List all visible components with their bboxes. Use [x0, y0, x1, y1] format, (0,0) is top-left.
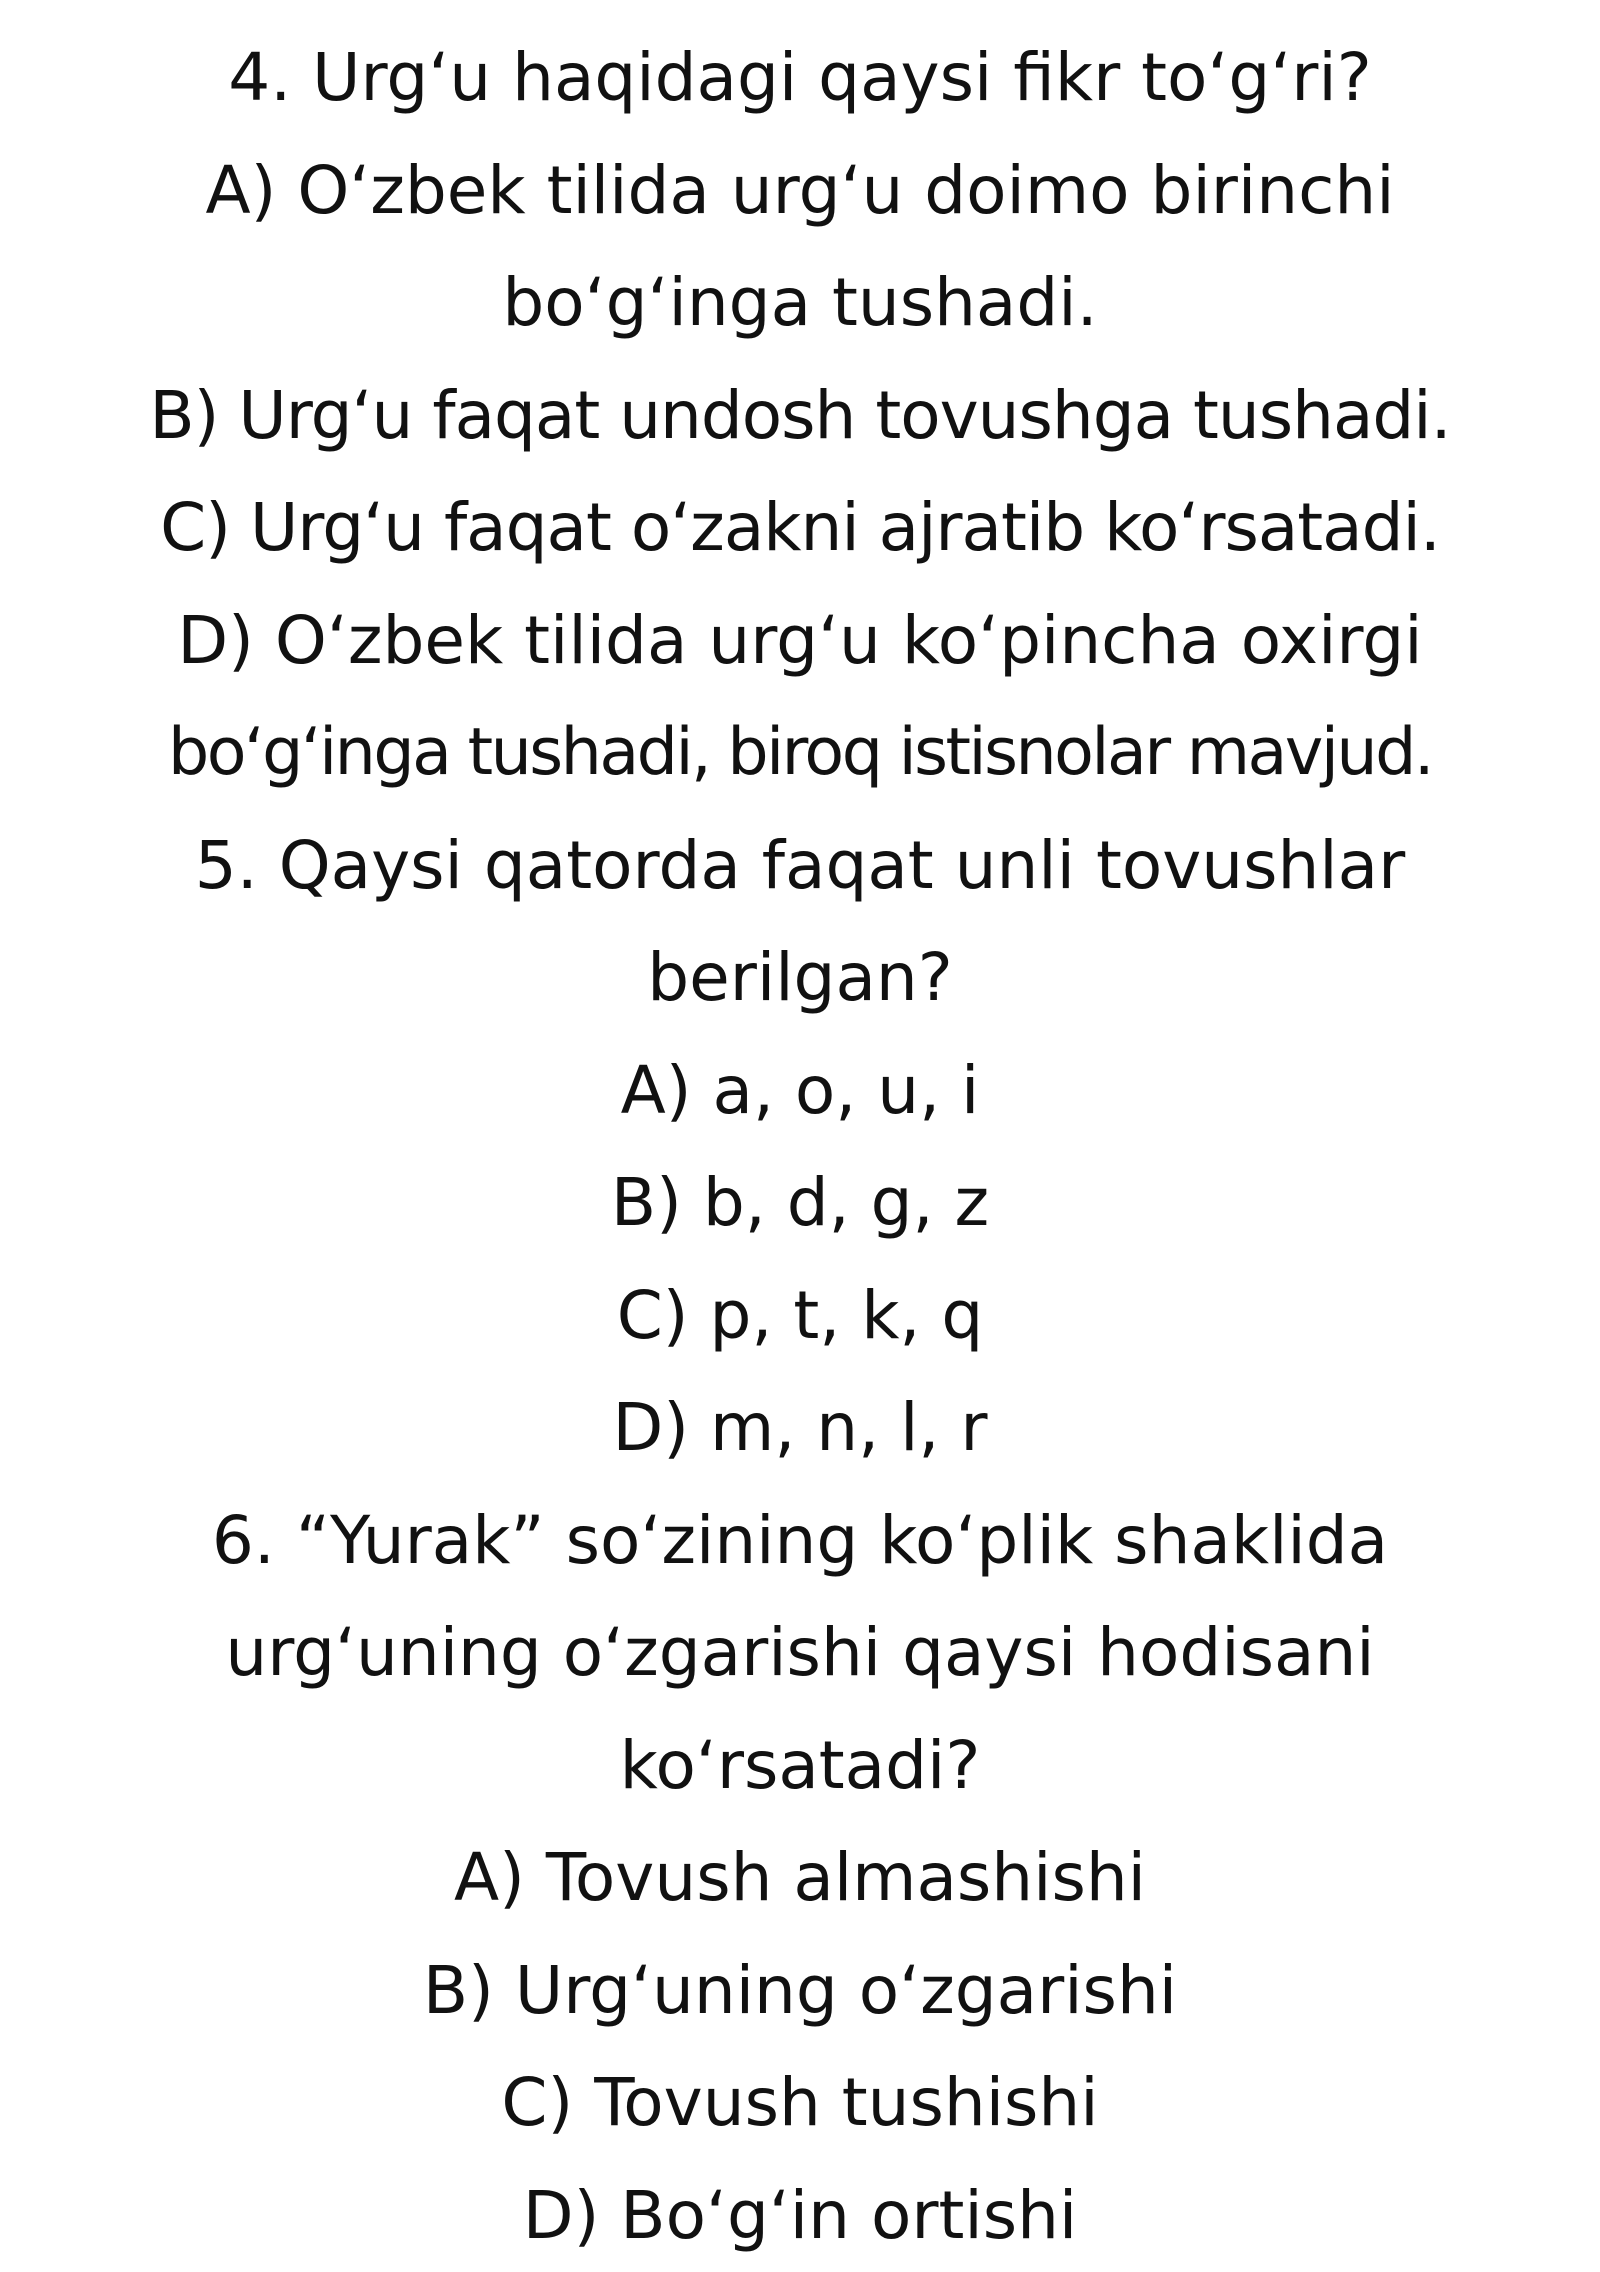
question-4-option-b: B) Urg‘u faqat undosh tovushga tushadi. — [0, 360, 1600, 473]
question-5-option-a: A) a, o, u, i — [0, 1035, 1600, 1148]
question-4-option-d-line-2: bo‘g‘inga tushadi, biroq istisnolar mavjud. — [0, 697, 1600, 810]
question-6-title-line-2: urg‘uning o‘zgarishi qaysi hodisani — [0, 1597, 1600, 1710]
question-6-title-line-1: 6. “Yurak” so‘zining ko‘plik shaklida — [0, 1485, 1600, 1598]
question-4-option-d-line-1: D) O‘zbek tilida urg‘u ko‘pincha oxirgi — [0, 585, 1600, 698]
question-6-title-line-3: ko‘rsatadi? — [0, 1710, 1600, 1823]
question-4-option-c: C) Urg‘u faqat o‘zakni ajratib ko‘rsatadi. — [0, 472, 1600, 585]
question-5-title-line-1: 5. Qaysi qatorda faqat unli tovushlar — [0, 810, 1600, 923]
question-6-option-a: A) Tovush almashishi — [0, 1822, 1600, 1935]
question-5-option-d: D) m, n, l, r — [0, 1372, 1600, 1485]
question-4-title: 4. Urg‘u haqidagi qaysi fikr to‘g‘ri? — [0, 22, 1600, 135]
question-5-option-c: C) p, t, k, q — [0, 1260, 1600, 1373]
question-6-option-c: C) Tovush tushishi — [0, 2047, 1600, 2160]
question-6-option-b: B) Urg‘uning o‘zgarishi — [0, 1935, 1600, 2048]
question-4-option-a-line-1: A) O‘zbek tilida urg‘u doimo birinchi — [0, 135, 1600, 248]
question-5-title-line-2: berilgan? — [0, 922, 1600, 1035]
question-4-option-a-line-2: bo‘g‘inga tushadi. — [0, 247, 1600, 360]
question-6-option-d: D) Bo‘g‘in ortishi — [0, 2160, 1600, 2272]
question-5-option-b: B) b, d, g, z — [0, 1147, 1600, 1260]
